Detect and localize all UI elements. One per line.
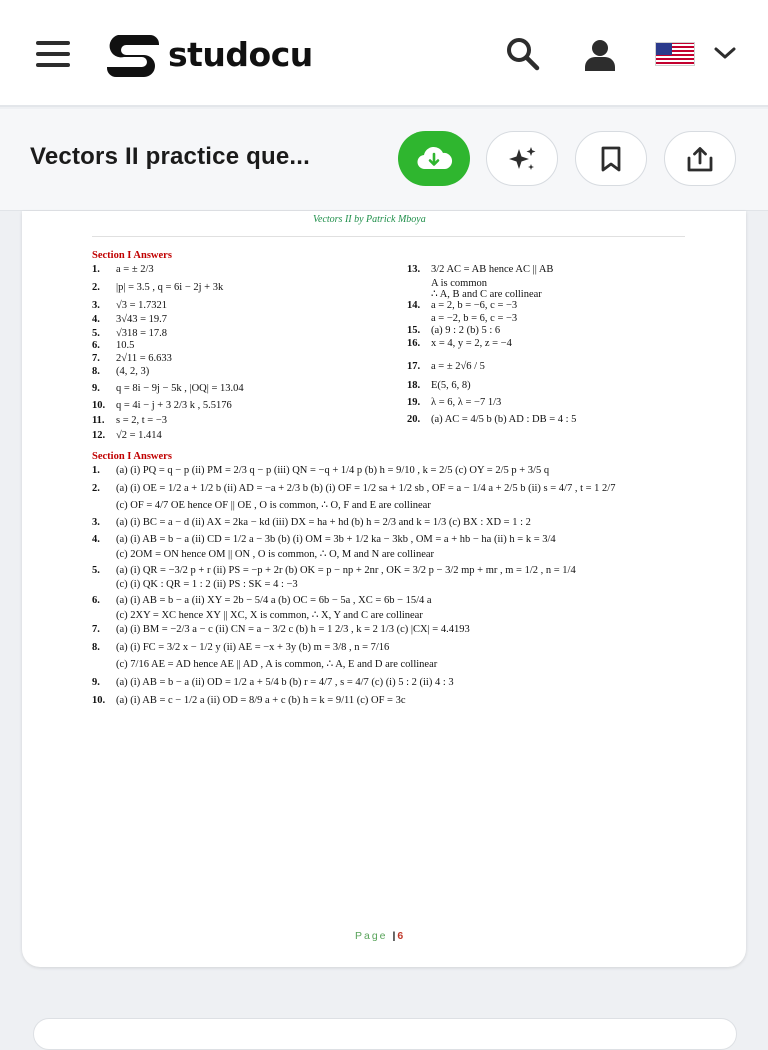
cloud-download-icon — [415, 145, 453, 173]
answer-text: q = 4i − j + 3 2/3 k , 5.5176 — [116, 400, 232, 411]
header-divider — [92, 236, 685, 237]
answer-number: 14. — [407, 300, 421, 311]
share-icon — [685, 145, 715, 173]
answer-row — [92, 314, 167, 326]
answer-row — [407, 361, 485, 373]
answer-text: √2 = 1.414 — [116, 430, 162, 441]
answer-number: 13. — [407, 264, 421, 275]
answer-text: (a) (i) BM = −2/3 a − c (ii) CN = a − 3/2 c (b) h = 1 2/3 , k = 2 1/3 (c) |CX| = 4.4193 — [116, 624, 470, 635]
answer-number: 1. — [92, 264, 100, 275]
answer-text: (a) (i) OE = 1/2 a + 1/2 b (ii) AD = −a + 2/3 b (b) (i) OF = 1/2 sa + 1/2 sb , OF = a − 1/4 a + 2/5 b (ii) s = 4/7 , t = 1 2/7 — [116, 483, 616, 494]
answer-row — [92, 500, 431, 512]
answer-text: a = ± 2/3 — [116, 264, 154, 275]
answer-number: 10. — [92, 695, 106, 706]
answer-text: (a) (i) FC = 3/2 x − 1/2 y (ii) AE = −x + 3y (b) m = 3/8 , n = 7/16 — [116, 642, 390, 653]
answer-text: ∴ A, B and C are collinear — [431, 289, 542, 300]
answer-text: (a) (i) AB = b − a (ii) CD = 1/2 a − 3b (b) (i) OM = 3b + 1/2 ka − 3kb , OM = a + hb − ha (ii) h = k = 3/4 — [116, 534, 556, 545]
answer-number: 19. — [407, 397, 421, 408]
answer-text: q = 8i − 9j − 5k , |OQ| = 13.04 — [116, 383, 244, 394]
answer-number: 5. — [92, 328, 100, 339]
answer-text: |p| = 3.5 , q = 6i − 2j + 3k — [116, 282, 224, 293]
ai-assistant-button[interactable] — [486, 131, 558, 186]
answer-text: (a) (i) PQ = q − p (ii) PM = 2/3 q − p (iii) QN = −q + 1/4 p (b) h = 9/10 , k = 2/5 (c) OY = 2/5 p + 3/5 q — [116, 465, 550, 476]
answer-row — [407, 414, 576, 426]
answer-row — [92, 677, 454, 689]
answer-number: 6. — [92, 595, 100, 606]
answer-text: A is common — [431, 278, 488, 289]
answer-number: 6. — [92, 340, 100, 351]
answer-number: 1. — [92, 465, 100, 476]
answer-row — [407, 380, 471, 392]
answer-number: 3. — [92, 300, 100, 311]
answer-row — [407, 338, 512, 350]
answer-text: a = ± 2√6 / 5 — [431, 361, 485, 372]
answer-text: 3/2 AC = AB hence AC || AB — [431, 264, 554, 275]
top-navigation-bar — [0, 0, 768, 107]
share-button[interactable] — [664, 131, 736, 186]
chevron-down-icon[interactable] — [712, 44, 738, 62]
answer-text: √318 = 17.8 — [116, 328, 168, 339]
answer-row — [92, 400, 232, 412]
answer-text: (c) 2OM = ON hence OM || ON , O is common, ∴ O, M and N are collinear — [116, 549, 435, 560]
answer-row — [92, 610, 423, 622]
answer-text: (a) (i) AB = b − a (ii) XY = 2b − 5/4 a (b) OC = 6b − 5a , XC = 6b − 15/4 a — [116, 595, 432, 606]
answer-number: 7. — [92, 624, 100, 635]
answer-text: (4, 2, 3) — [116, 366, 150, 377]
answer-text: (a) (i) AB = c − 1/2 a (ii) OD = 8/9 a + c (b) h = k = 9/11 (c) OF = 3c — [116, 695, 406, 706]
answer-row — [407, 300, 517, 312]
answer-row — [92, 695, 406, 707]
answer-text: (c) 7/16 AE = AD hence AE || AD , A is common, ∴ A, E and D are collinear — [116, 659, 438, 670]
answer-number: 4. — [92, 534, 100, 545]
answer-number: 3. — [92, 517, 100, 528]
page-footer — [355, 930, 405, 942]
answer-row — [92, 353, 172, 365]
answer-text: 2√11 = 6.633 — [116, 353, 172, 364]
search-icon[interactable] — [503, 36, 543, 72]
answer-row — [92, 383, 244, 395]
answer-row — [92, 642, 389, 654]
answer-row — [92, 415, 167, 427]
footer-page-number: 6 — [397, 930, 406, 942]
answer-text: a = −2, b = 6, c = −3 — [431, 313, 518, 324]
answer-number: 11. — [92, 415, 105, 426]
answer-row — [407, 313, 517, 325]
answer-row — [92, 565, 576, 577]
answer-text: (a) 9 : 2 (b) 5 : 6 — [431, 325, 501, 336]
answer-row — [92, 282, 223, 294]
answer-row — [92, 300, 167, 312]
answer-number: 9. — [92, 677, 100, 688]
answer-row — [92, 579, 298, 591]
us-flag-icon[interactable] — [655, 42, 695, 66]
answer-row — [92, 595, 432, 607]
answer-row — [92, 549, 434, 561]
answer-number: 5. — [92, 565, 100, 576]
section-heading: Section I Answers — [92, 451, 172, 462]
answer-number: 8. — [92, 642, 100, 653]
answer-number: 18. — [407, 380, 421, 391]
answer-number: 17. — [407, 361, 421, 372]
logo-text: studocu — [168, 34, 313, 74]
answer-row — [407, 325, 500, 337]
answer-text: (a) (i) QR = −3/2 p + r (ii) PS = −p + 2r (b) OK = p − np + 2nr , OK = 3/2 p − 3/2 mp + mr , m = 1/2 , n = 1/4 — [116, 565, 576, 576]
answer-text: (c) OF = 4/7 OE hence OF || OE , O is common, ∴ O, F and E are collinear — [116, 500, 431, 511]
answer-text: 3√43 = 19.7 — [116, 314, 168, 325]
answer-number: 12. — [92, 430, 106, 441]
answer-row — [92, 328, 167, 340]
answer-text: x = 4, y = 2, z = −4 — [431, 338, 512, 349]
answer-number: 16. — [407, 338, 421, 349]
answer-number: 2. — [92, 483, 100, 494]
answer-text: (c) 2XY = XC hence XY || XC, X is common, ∴ X, Y and C are collinear — [116, 610, 423, 621]
answer-text: 10.5 — [116, 340, 135, 351]
answer-number: 9. — [92, 383, 100, 394]
answer-row — [92, 483, 615, 495]
answer-text: √3 = 1.7321 — [116, 300, 168, 311]
answer-row — [92, 340, 134, 352]
answer-number: 15. — [407, 325, 421, 336]
document-page — [22, 211, 746, 967]
answer-text: (a) (i) BC = a − d (ii) AX = 2ka − kd (iii) DX = ha + hd (b) h = 2/3 and k = 1/3 (c) BX : XD = 1 : 2 — [116, 517, 531, 528]
answer-text: (a) AC = 4/5 b (b) AD : DB = 4 : 5 — [431, 414, 577, 425]
answer-row — [407, 397, 501, 409]
answer-row — [92, 264, 154, 276]
section-heading: Section I Answers — [92, 250, 172, 261]
document-toolbar — [0, 109, 768, 211]
answer-row — [92, 366, 149, 378]
download-button[interactable] — [398, 131, 470, 186]
answer-row — [92, 534, 556, 546]
studocu-logo-mark-icon — [104, 31, 160, 77]
sparkles-icon — [506, 145, 538, 173]
footer-separator: | — [392, 930, 398, 942]
document-running-header: Vectors II by Patrick Mboya — [313, 214, 426, 225]
hamburger-icon[interactable] — [36, 41, 70, 67]
footer-page-label: Page — [355, 930, 388, 942]
studocu-logo[interactable] — [104, 30, 313, 78]
answer-text: (a) (i) AB = b − a (ii) OD = 1/2 a + 5/4 b (b) r = 4/7 , s = 4/7 (c) (i) 5 : 2 (ii) 4 : 3 — [116, 677, 454, 688]
answer-number: 4. — [92, 314, 100, 325]
answer-number: 20. — [407, 414, 421, 425]
answer-text: (c) (i) QK : QR = 1 : 2 (ii) PS : SK = 4 : −3 — [116, 579, 298, 590]
answer-row — [92, 430, 162, 442]
next-document-card — [33, 1018, 737, 1050]
answer-number: 10. — [92, 400, 106, 411]
answer-text: a = 2, b = −6, c = −3 — [431, 300, 518, 311]
save-button[interactable] — [575, 131, 647, 186]
user-icon[interactable] — [580, 37, 620, 73]
answer-number: 7. — [92, 353, 100, 364]
document-title[interactable]: Vectors II practice que... — [30, 143, 310, 170]
answer-row — [92, 659, 437, 671]
answer-row — [92, 465, 549, 477]
answer-row — [92, 517, 531, 529]
answer-text: s = 2, t = −3 — [116, 415, 168, 426]
answer-number: 2. — [92, 282, 100, 293]
answer-text: E(5, 6, 8) — [431, 380, 471, 391]
answer-row — [407, 264, 553, 276]
answer-number: 8. — [92, 366, 100, 377]
bookmark-icon — [598, 145, 624, 173]
answer-text: λ = 6, λ = −7 1/3 — [431, 397, 502, 408]
answer-row — [92, 624, 470, 636]
